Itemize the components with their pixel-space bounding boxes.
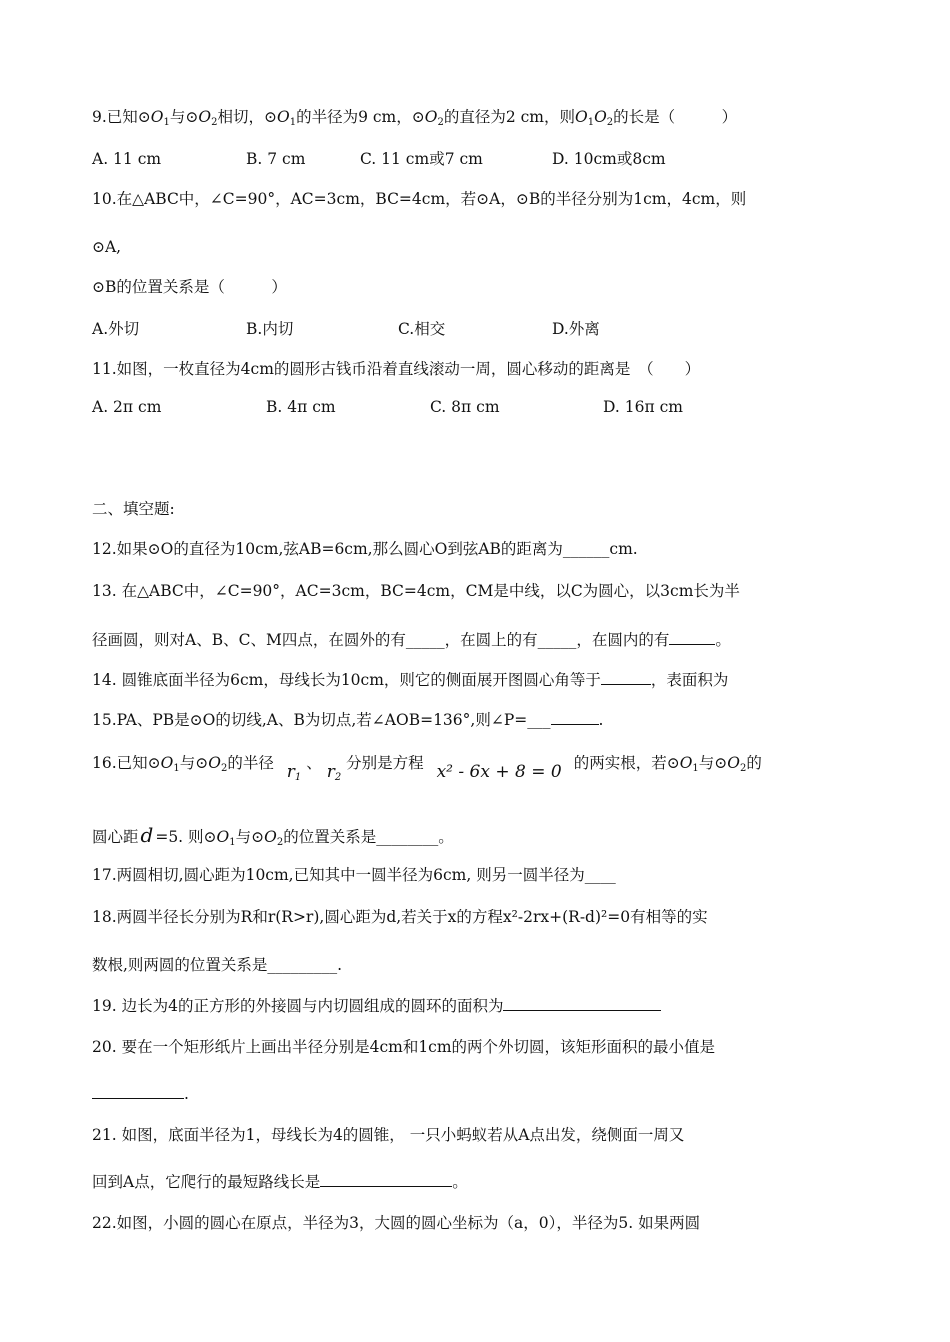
separator: 、	[306, 754, 322, 772]
answer-blank[interactable]	[669, 628, 715, 645]
r-var: r	[286, 762, 295, 782]
q21-line2	[92, 1170, 468, 1193]
q9-option-b: B. 7 cm	[246, 150, 306, 168]
subscript: 1	[173, 763, 180, 774]
q21-line1: 21. 如图，底面半径为1，母线长为4的圆锥， 一只小蚂蚁若从A点出发，绕侧面一周又	[92, 1126, 685, 1144]
q9-option-d: D. 10cm或8cm	[552, 150, 666, 168]
o-label: O	[574, 108, 588, 126]
q14-text: 14. 圆锥底面半径为6cm，母线长为10cm，则它的侧面展开图圆心角等于	[92, 671, 601, 689]
q18-line1: 18.两圆半径长分别为R和r(R>r),圆心距为d,若关于x的方程x²-2rx+(R-d)²=0有相等的实	[92, 908, 708, 926]
d-variable: d	[140, 823, 154, 847]
q18-line2: 数根,则两圆的位置关系是_________.	[92, 956, 343, 974]
q10-option-a: A.外切	[92, 320, 140, 338]
o-label: O	[276, 108, 290, 126]
q13-line1: 13. 在△ABC中，∠C=90°，AC=3cm，BC=4cm，CM是中线，以C为圆心，以3cm长为半	[92, 582, 740, 600]
subscript: 2	[276, 837, 284, 848]
o-label: O	[727, 754, 740, 772]
q9-text: 的直径为2 cm，则	[443, 108, 575, 126]
answer-blank[interactable]	[503, 994, 661, 1011]
q15-line	[92, 708, 603, 731]
q15-text: 15.PA、PB是⊙O的切线,A、B为切点,若∠AOB=136°,则∠P=___	[92, 711, 551, 729]
q9-text: 的半径为9 cm，⊙	[296, 108, 425, 126]
q9-text: 相切，⊙	[217, 108, 277, 126]
subscript: 1	[587, 117, 595, 128]
o-label: O	[208, 754, 221, 772]
q16-text: 的半径	[227, 754, 274, 772]
q9-text: 的长是（ ）	[613, 108, 738, 126]
q11-line1: 11.如图，一枚直径为4cm的圆形古钱币沿着直线滚动一周，圆心移动的距离是 （ ）	[92, 360, 701, 378]
o-label: O	[216, 828, 230, 846]
subscript: 1	[289, 117, 297, 128]
q10-option-c: C.相交	[398, 320, 446, 338]
q16-text: 16.已知⊙	[92, 754, 161, 772]
o-label: O	[160, 754, 174, 772]
q11-option-b: B. 4π cm	[266, 398, 336, 416]
r2-symbol	[327, 762, 342, 782]
o-label: O	[264, 828, 277, 846]
subscript: 1	[229, 837, 236, 848]
q9-option-a: A. 11 cm	[92, 150, 162, 168]
q14-line	[92, 668, 728, 691]
quadratic-equation: x² - 6x + 8 = 0	[436, 762, 562, 782]
q16-text: =5. 则⊙	[155, 828, 217, 846]
r1-symbol	[287, 762, 302, 782]
q10-line3: ⊙B的位置关系是（ ）	[92, 278, 287, 296]
q17-line: 17.两圆相切,圆心距为10cm,已知其中一圆半径为6cm, 则另一圆半径为____	[92, 866, 616, 884]
o-label: O	[150, 108, 164, 126]
q9-option-c: C. 11 cm或7 cm	[360, 150, 483, 168]
r-var: r	[326, 762, 335, 782]
subscript: 2	[220, 763, 228, 774]
subscript: 2	[606, 117, 614, 128]
q10-line1: 10.在△ABC中，∠C=90°，AC=3cm，BC=4cm，若⊙A，⊙B的半径分别为1cm，4cm，则	[92, 190, 747, 208]
q13-text: 。	[715, 631, 731, 649]
q11-option-c: C. 8π cm	[430, 398, 500, 416]
q14-text: ，表面积为	[650, 671, 729, 689]
q10-option-d: D.外离	[552, 320, 600, 338]
section-title: 二、填空题:	[92, 500, 175, 518]
q16-text: 与⊙	[179, 754, 209, 772]
q16-text: 与⊙	[698, 754, 728, 772]
q16-text: 圆心距	[92, 828, 139, 846]
q11-option-d: D. 16π cm	[603, 398, 683, 416]
q12-line: 12.如果⊙O的直径为10cm,弦AB=6cm,那么圆心O到弦AB的距离为______cm.	[92, 540, 638, 558]
subscript: 2	[437, 117, 444, 128]
q13-line2	[92, 628, 731, 651]
answer-blank[interactable]	[601, 668, 651, 685]
q16-line1	[92, 752, 762, 783]
subscript: 1	[294, 772, 302, 783]
q15-text: .	[598, 711, 604, 729]
q11-option-a: A. 2π cm	[92, 398, 162, 416]
q16-text: 的两实根，若⊙	[573, 754, 680, 772]
o-label: O	[594, 108, 607, 126]
subscript: 1	[163, 117, 170, 128]
subscript: 2	[211, 117, 218, 128]
subscript: 2	[740, 763, 747, 774]
q9-text: 与⊙	[169, 108, 199, 126]
q22-line1: 22.如图，小圆的圆心在原点，半径为3，大圆的圆心坐标为（a，0），半径为5. 如果两圆	[92, 1214, 701, 1232]
q16-text: 分别是方程	[346, 754, 424, 772]
q20-line1: 20. 要在一个矩形纸片上画出半径分别是4cm和1cm的两个外切圆，该矩形面积的最小值是	[92, 1038, 716, 1056]
q16-line2	[92, 824, 454, 854]
q13-text: 径画圆，则对A、B、C、M四点，在圆外的有_____，在圆上的有_____，在圆内的有	[92, 631, 670, 649]
subscript: 2	[334, 772, 342, 783]
q9-text: 9.已知⊙	[92, 108, 151, 126]
q16-text: 的	[746, 754, 762, 772]
q21-text: 。	[452, 1173, 468, 1191]
q16-text: 的位置关系是________。	[283, 828, 454, 846]
q21-text: 回到A点，它爬行的最短路线长是	[92, 1173, 321, 1191]
o-label: O	[424, 108, 438, 126]
q20-text: .	[184, 1085, 189, 1103]
o-label: O	[679, 754, 693, 772]
q19-line	[92, 994, 661, 1017]
subscript: 1	[692, 763, 699, 774]
q19-text: 19. 边长为4的正方形的外接圆与内切圆组成的圆环的面积为	[92, 997, 504, 1015]
answer-blank[interactable]	[92, 1082, 184, 1099]
q10-line2: ⊙A,	[92, 238, 122, 256]
answer-blank[interactable]	[320, 1170, 452, 1187]
answer-blank[interactable]	[551, 708, 599, 725]
o-label: O	[198, 108, 212, 126]
q9-line	[92, 106, 737, 134]
q10-option-b: B.内切	[246, 320, 294, 338]
q20-line2	[92, 1082, 189, 1105]
q16-text: 与⊙	[235, 828, 265, 846]
